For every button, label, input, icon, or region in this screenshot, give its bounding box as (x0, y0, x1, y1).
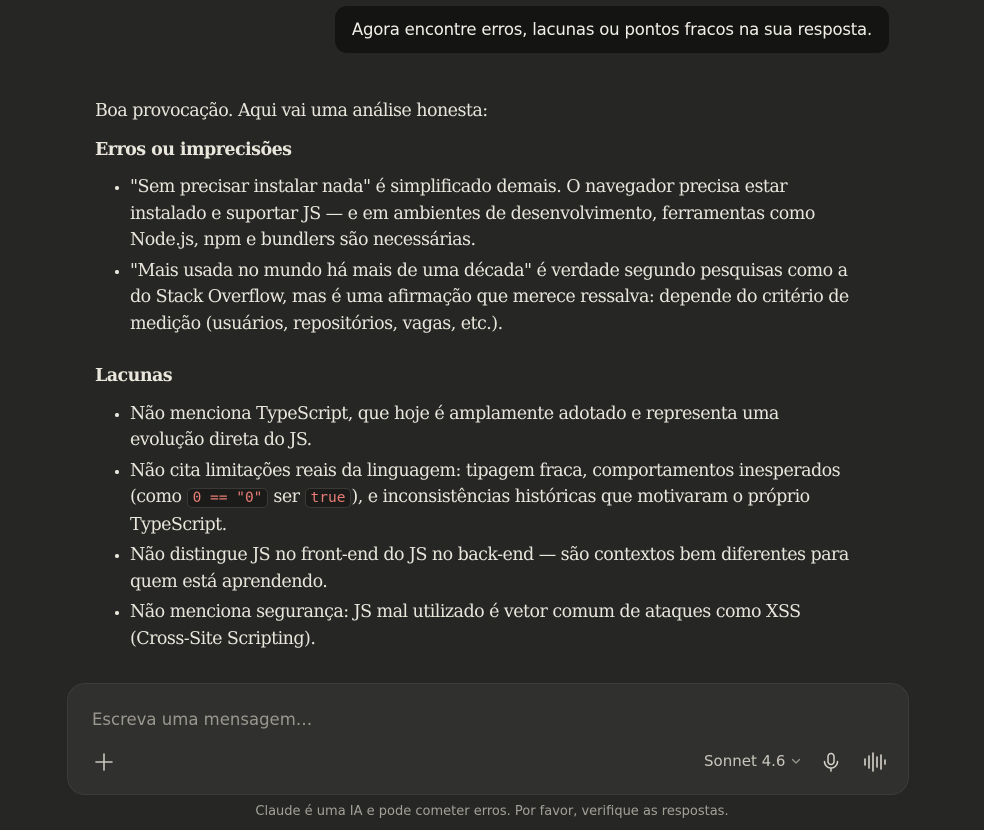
model-selector[interactable] (704, 752, 802, 770)
errors-list (95, 174, 855, 337)
message-composer (67, 683, 909, 795)
list-item: • Não menciona TypeScript, que hoje é amplamente adotado e representa uma evolução direta do JS. (130, 401, 855, 454)
inline-code: true (305, 488, 352, 508)
section-heading-errors: Erros ou imprecisões (95, 139, 292, 160)
user-message-text: Agora encontre erros, lacunas ou pontos fracos na sua resposta. (351, 20, 872, 39)
plus-icon[interactable] (92, 750, 116, 774)
microphone-icon[interactable] (820, 751, 842, 773)
model-name: Sonnet 4.6 (704, 752, 786, 770)
list-item: • Não distingue JS no front-end do JS no back-end — são contextos bem diferentes para quem está aprendendo. (130, 542, 855, 595)
inline-code: 0 == "0" (187, 488, 269, 508)
list-item: • "Sem precisar instalar nada" é simplificado demais. O navegador precisa estar instalado e suportar JS — e em ambientes de desenvolvimento, ferramentas como Node.js, npm e bundlers são necessárias. (130, 174, 855, 254)
user-message-bubble (335, 6, 889, 53)
list-item (130, 458, 855, 539)
list-item-text: Não cita limitações reais da linguagem: tipagem fraca, comportamentos inesperados (como (130, 460, 841, 507)
list-item: • Não menciona segurança: JS mal utilizado é vetor comum de ataques como XSS (Cross-Site Scripting). (130, 599, 855, 652)
response-intro: Boa provocação. Aqui vai uma análise honesta: (95, 101, 488, 121)
chevron-down-icon (790, 755, 802, 767)
list-item-text: ser (268, 487, 305, 507)
message-input[interactable] (92, 710, 852, 729)
disclaimer-text: Claude é uma IA e pode cometer erros. Por favor, verifique as respostas. (255, 804, 729, 819)
gaps-list (95, 401, 855, 653)
section-heading-gaps: Lacunas (95, 366, 173, 386)
list-item: • "Mais usada no mundo há mais de uma década" é verdade segundo pesquisas como a do Stack Overflow, mas é uma afirmação que merece ressalva: depende do critério de medição (usuários, repositórios, vagas, etc.). (130, 258, 855, 338)
assistant-response (95, 98, 855, 656)
list-item-text: ), e inconsistências históricas que motivaram o próprio TypeScript. (130, 487, 810, 535)
voice-waveform-icon[interactable] (863, 751, 887, 773)
